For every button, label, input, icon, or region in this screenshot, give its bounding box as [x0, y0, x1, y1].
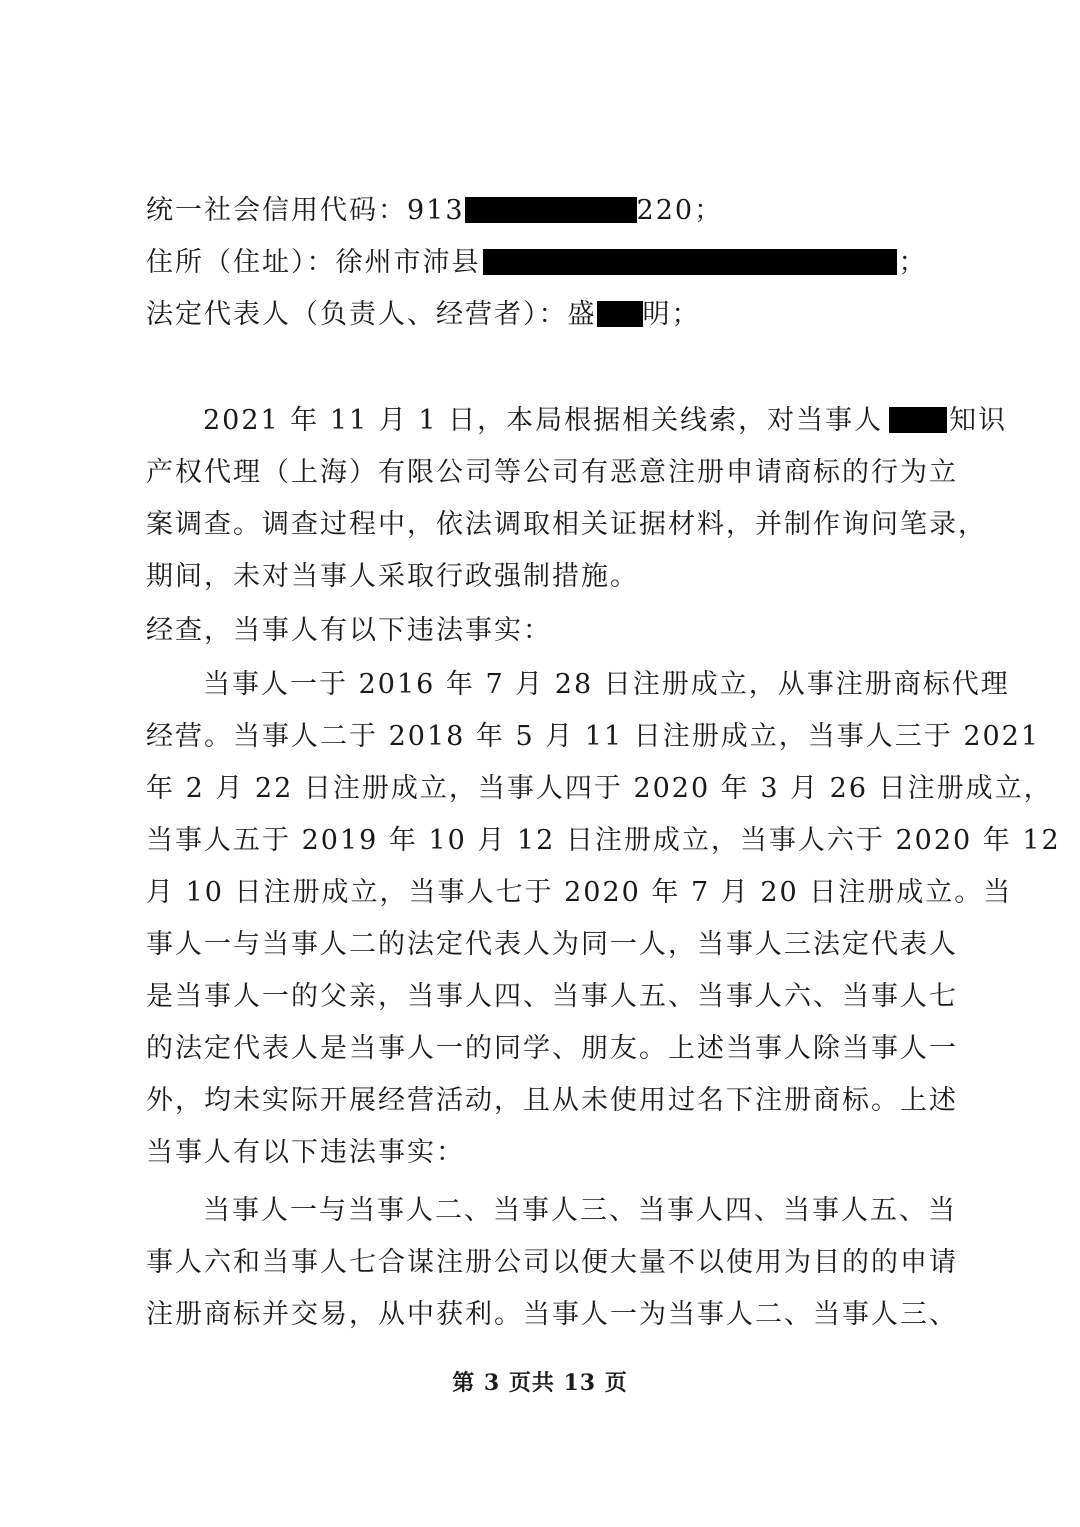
redaction-bar — [465, 197, 637, 223]
legal-rep-prefix: 法定代表人（负责人、经营者）：盛 — [146, 299, 597, 330]
paragraph-line: 经查，当事人有以下违法事实： — [146, 615, 552, 646]
credit-code-suffix: 220； — [636, 195, 724, 226]
paragraph-line: 事人一与当事人二的法定代表人为同一人，当事人三法定代表人 — [146, 929, 958, 960]
redaction-bar — [889, 407, 947, 433]
paragraph-line: 期间，未对当事人采取行政强制措施。 — [146, 561, 639, 592]
redaction-bar — [483, 249, 897, 275]
p1-line1-a: 2021 年 11 月 1 日，本局根据相关线索，对当事人 — [203, 405, 884, 436]
paragraph-line — [203, 404, 1008, 438]
paragraph-line: 事人六和当事人七合谋注册公司以便大量不以使用为目的的申请 — [146, 1247, 958, 1278]
redaction-bar — [597, 301, 643, 327]
paragraph-line: 年 2 月 22 日注册成立，当事人四于 2020 年 3 月 26 日注册成立， — [146, 773, 1053, 804]
address-prefix: 住所（住址）：徐州市沛县 — [146, 247, 481, 278]
credit-code-line — [146, 194, 946, 228]
p1-line1-b: 知识 — [949, 405, 1008, 436]
paragraph-line: 案调查。调查过程中，依法调取相关证据材料，并制作询问笔录， — [146, 509, 987, 540]
paragraph-line: 的法定代表人是当事人一的同学、朋友。上述当事人除当事人一 — [146, 1033, 958, 1064]
credit-code-prefix: 统一社会信用代码：913 — [146, 195, 465, 226]
paragraph-line: 产权代理（上海）有限公司等公司有恶意注册申请商标的行为立 — [146, 457, 958, 488]
paragraph-line: 当事人一于 2016 年 7 月 28 日注册成立，从事注册商标代理 — [203, 669, 1010, 700]
paragraph-line: 经营。当事人二于 2018 年 5 月 11 日注册成立，当事人三于 2021 — [146, 721, 1041, 752]
legal-rep-line — [146, 298, 946, 332]
paragraph-line: 是当事人一的父亲，当事人四、当事人五、当事人六、当事人七 — [146, 981, 958, 1012]
paragraph-line: 外，均未实际开展经营活动，且从未使用过名下注册商标。上述 — [146, 1085, 958, 1116]
legal-rep-suffix: 明； — [642, 299, 701, 330]
paragraph-line: 注册商标并交易，从中获利。当事人一为当事人二、当事人三、 — [146, 1299, 958, 1330]
page-number: 第 3 页共 13 页 — [452, 1370, 628, 1396]
address-line — [146, 246, 946, 280]
paragraph-line: 当事人有以下违法事实： — [146, 1137, 465, 1168]
paragraph-line: 当事人一与当事人二、当事人三、当事人四、当事人五、当 — [203, 1195, 957, 1226]
paragraph-line: 月 10 日注册成立，当事人七于 2020 年 7 月 20 日注册成立。当 — [146, 877, 1013, 908]
paragraph-line: 当事人五于 2019 年 10 月 12 日注册成立，当事人六于 2020 年 12 — [146, 825, 1061, 856]
address-suffix: ； — [898, 247, 928, 278]
